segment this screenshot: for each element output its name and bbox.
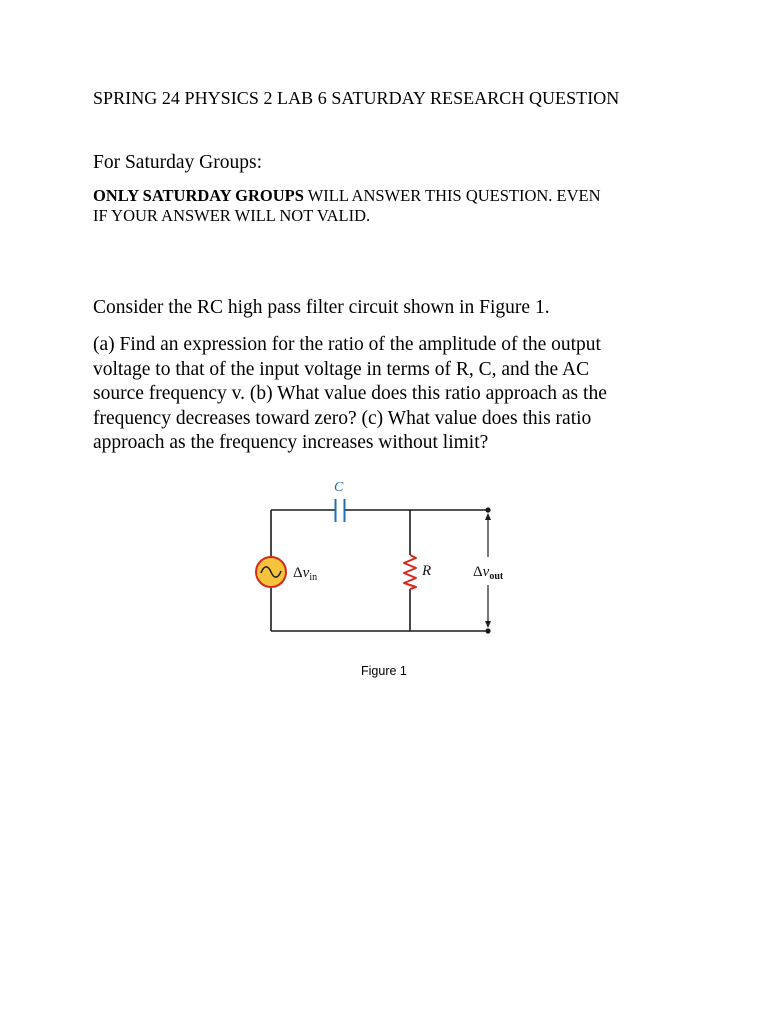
notice-bold: ONLY SATURDAY GROUPS bbox=[93, 186, 304, 205]
question-line: frequency decreases toward zero? (c) What value does this ratio bbox=[93, 407, 592, 429]
resistor-symbol bbox=[404, 555, 416, 589]
question-line: source frequency v. (b) What value does this ratio approach as the bbox=[93, 383, 607, 404]
question-line: approach as the frequency increases without limit? bbox=[93, 432, 489, 453]
capacitor-label: C bbox=[334, 480, 344, 495]
output-terminal-bottom bbox=[485, 628, 490, 633]
intro-text: Consider the RC high pass filter circuit shown in Figure 1. bbox=[93, 297, 550, 318]
rc-circuit-diagram bbox=[250, 472, 520, 644]
output-arrow-up-head bbox=[485, 513, 491, 520]
notice-rest: WILL ANSWER THIS QUESTION. EVEN bbox=[303, 186, 601, 205]
question-text bbox=[93, 333, 693, 456]
output-arrow-down-head bbox=[485, 621, 491, 628]
notice-line-1 bbox=[93, 186, 693, 206]
capacitor-symbol bbox=[336, 499, 345, 522]
output-terminal-top bbox=[485, 507, 490, 512]
resistor-label: R bbox=[422, 563, 432, 579]
page-heading: SPRING 24 PHYSICS 2 LAB 6 SATURDAY RESEARCH QUESTION bbox=[93, 88, 620, 108]
question-line: (a) Find an expression for the ratio of the amplitude of the output bbox=[93, 334, 601, 355]
figure-caption: Figure 1 bbox=[361, 664, 407, 678]
input-voltage-label: $\Delta v_{in}$ bbox=[293, 565, 318, 583]
ac-source-symbol bbox=[256, 557, 286, 587]
groups-title: For Saturday Groups: bbox=[93, 152, 262, 173]
output-voltage-label: $\Delta v_{out}$ bbox=[473, 564, 504, 582]
question-line: voltage to that of the input voltage in terms of R, C, and the AC bbox=[93, 358, 590, 380]
notice-line-2: IF YOUR ANSWER WILL NOT VALID. bbox=[93, 206, 371, 225]
notice bbox=[93, 186, 693, 226]
